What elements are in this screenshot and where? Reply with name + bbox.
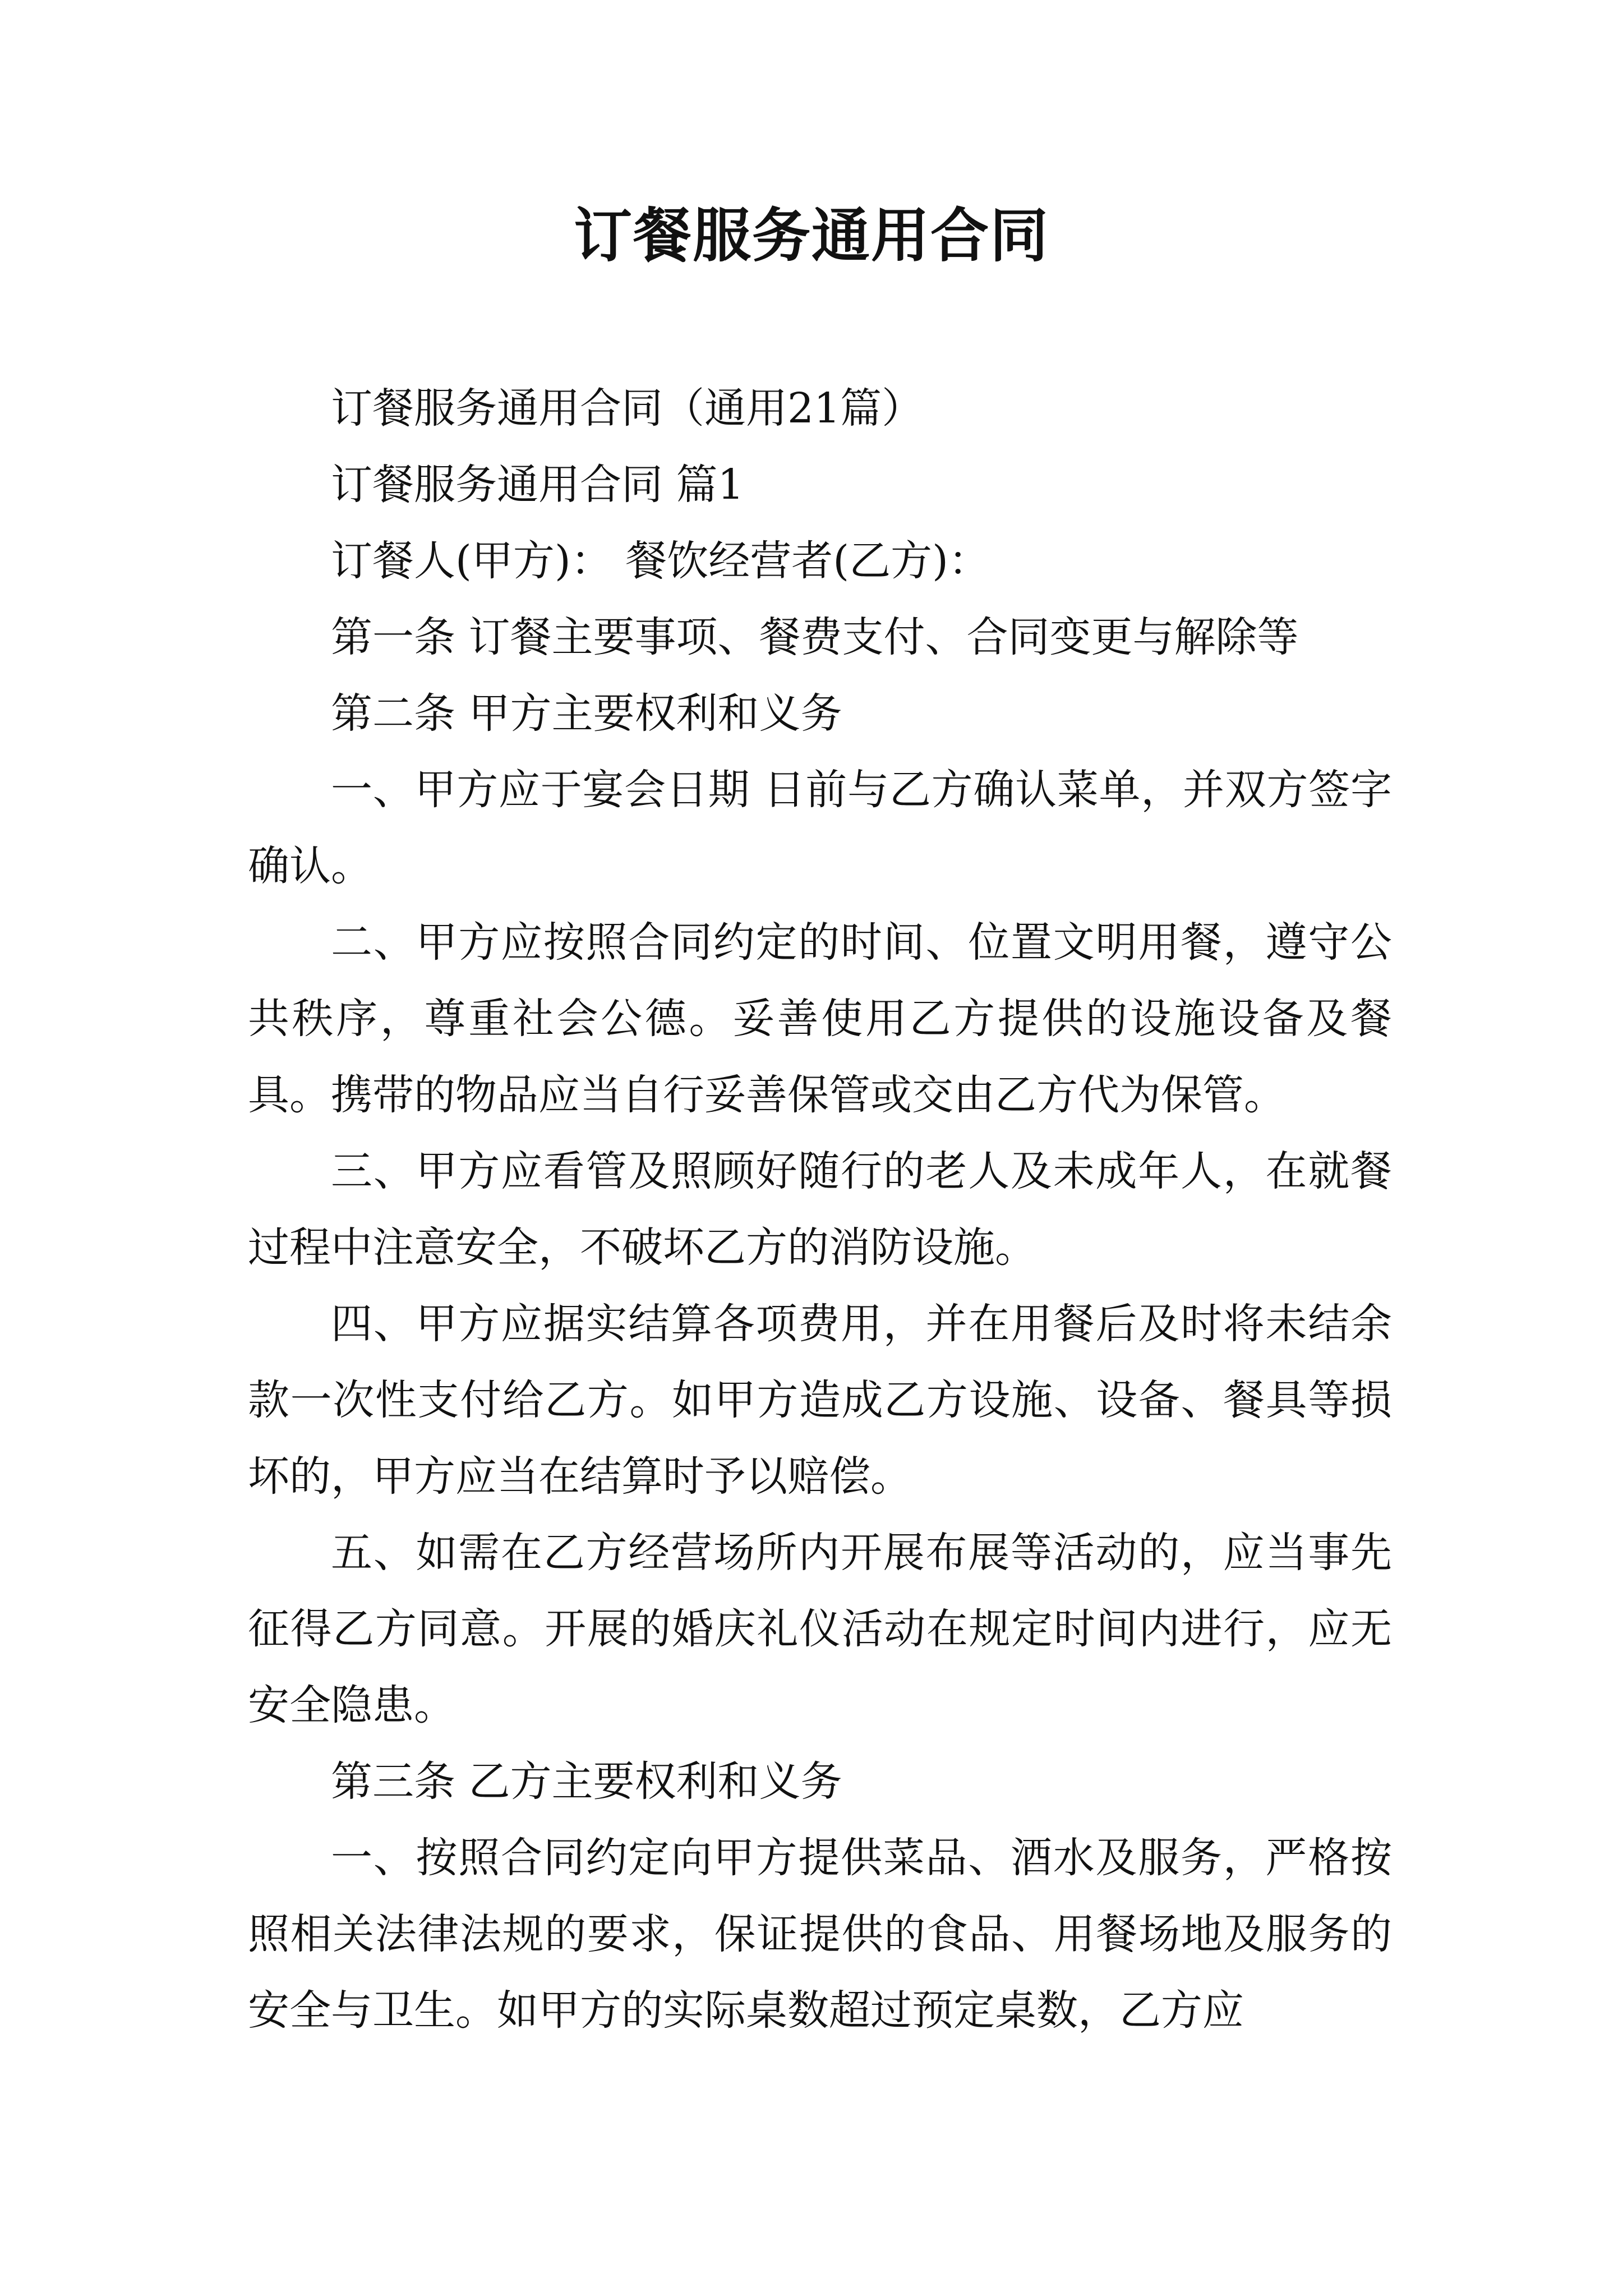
paragraph: 一、按照合同约定向甲方提供菜品、酒水及服务，严格按照相关法律法规的要求，保证提供的食品、用餐场地及服务的安全与卫生。如甲方的实际桌数超过预定桌数，乙方应 [248,1834,1392,2035]
paragraph: 订餐服务通用合同（通用21篇） [331,384,924,432]
paragraph: 二、甲方应按照合同约定的时间、位置文明用餐，遵守公共秩序，尊重社会公德。妥善使用乙方提供的设施设备及餐具。携带的物品应当自行妥善保管或交由乙方代为保管。 [248,918,1392,1119]
paragraph: 第一条 订餐主要事项、餐费支付、合同变更与解除等 [331,613,1299,661]
paragraph: 第二条 甲方主要权利和义务 [331,689,842,738]
paragraph: 四、甲方应据实结算各项费用，并在用餐后及时将未结余款一次性支付给乙方。如甲方造成乙方设施、设备、餐具等损坏的，甲方应当在结算时予以赔偿。 [248,1300,1392,1501]
paragraph: 第三条 乙方主要权利和义务 [331,1757,842,1806]
document-body [248,370,1392,2049]
paragraph: 订餐服务通用合同 篇1 [331,461,744,509]
document-title: 订餐服务通用合同 [573,201,1049,270]
paragraph: 三、甲方应看管及照顾好随行的老人及未成年人，在就餐过程中注意安全，不破坏乙方的消防设施。 [248,1147,1392,1272]
paragraph: 订餐人(甲方)： 餐饮经营者(乙方)： [331,537,990,585]
paragraph: 一、甲方应于宴会日期 日前与乙方确认菜单，并双方签字确认。 [248,766,1392,890]
paragraph: 五、如需在乙方经营场所内开展布展等活动的，应当事先征得乙方同意。开展的婚庆礼仪活动在规定时间内进行，应无安全隐患。 [248,1529,1392,1729]
